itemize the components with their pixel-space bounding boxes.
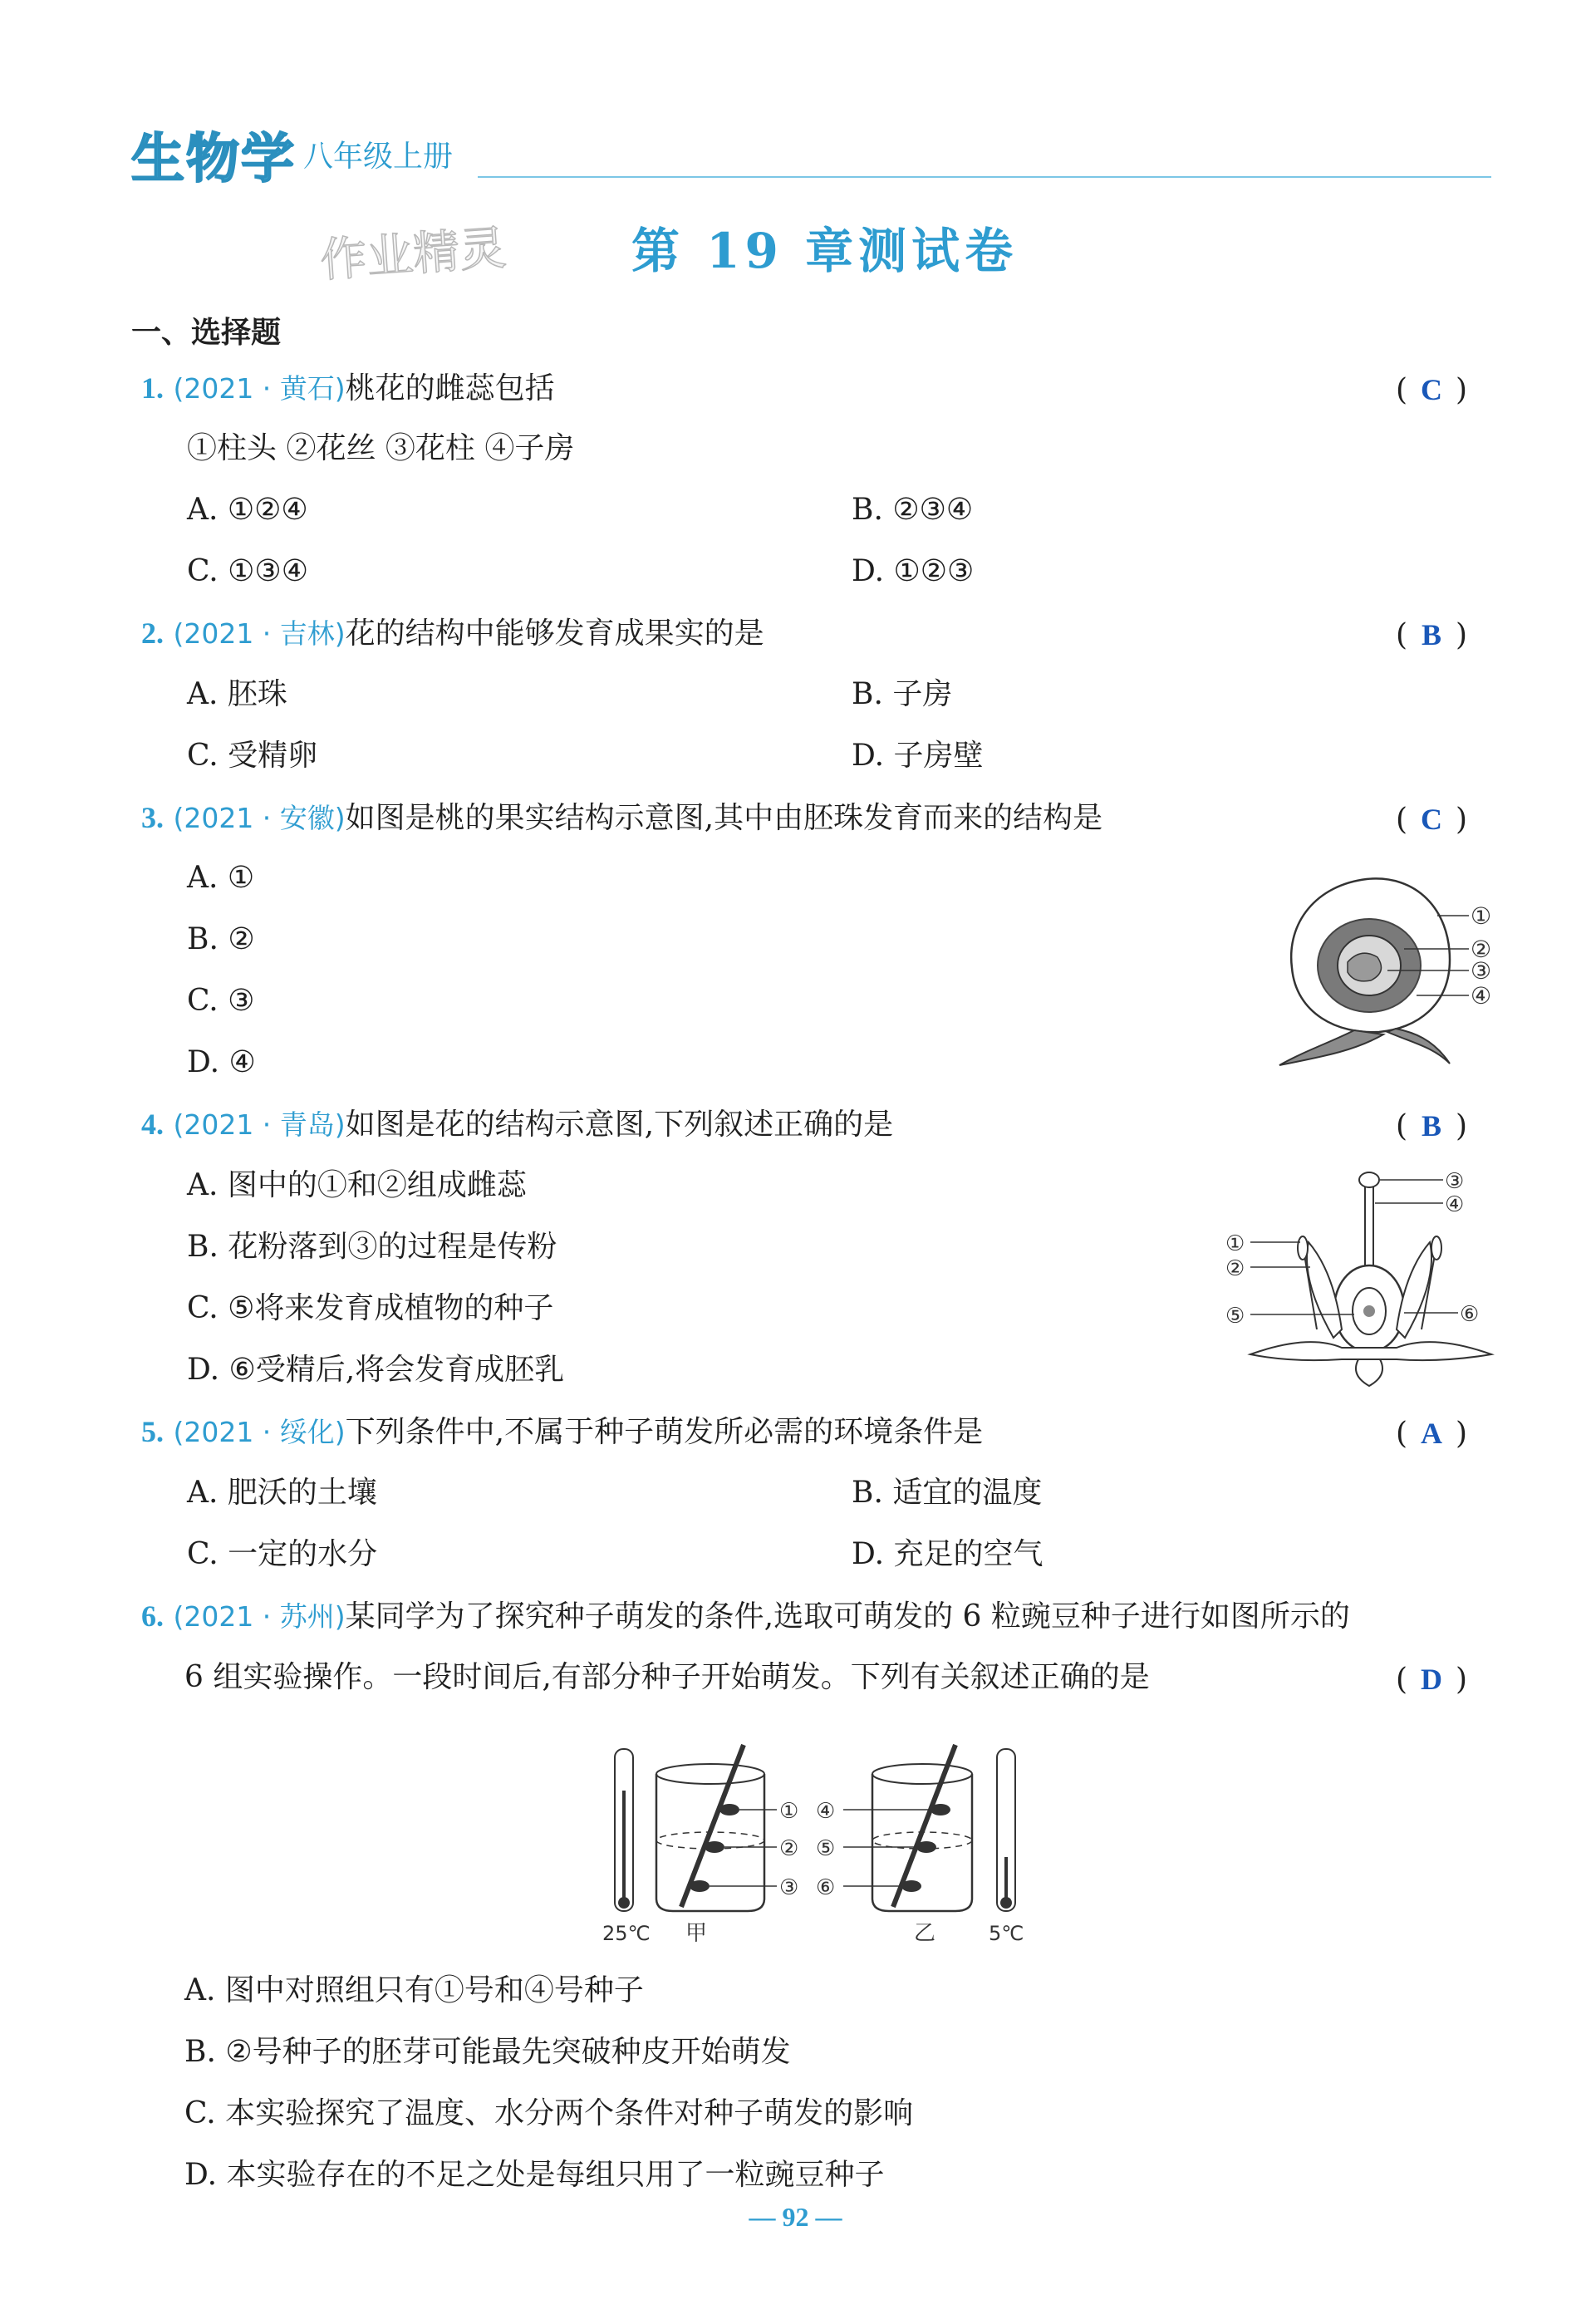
figure-label: ③ xyxy=(779,1875,799,1900)
option-c: C. 本实验探究了温度、水分两个条件对种子萌发的影响 xyxy=(184,2096,914,2130)
answer-letter: D xyxy=(1421,1663,1443,1696)
question-number: 4. xyxy=(141,1108,164,1141)
question-text: 某同学为了探究种子萌发的条件,选取可萌发的 6 粒豌豆种子进行如图所示的 xyxy=(345,1599,1350,1634)
question-text: 花的结构中能够发育成果实的是 xyxy=(345,617,764,651)
question-number: 2. xyxy=(141,617,164,650)
question-source: (2021 · 黄石) xyxy=(173,372,346,405)
option-d: D. ④ xyxy=(187,1045,256,1079)
option-a: A. 肥沃的土壤 xyxy=(187,1476,377,1510)
option-b: B. ② xyxy=(187,922,255,956)
option-b: B. 子房 xyxy=(852,677,953,711)
question-1-stem xyxy=(141,370,555,407)
stigma xyxy=(1359,1172,1379,1187)
option-c: C. 一定的水分 xyxy=(187,1537,378,1571)
question-text: 如图是花的结构示意图,下列叙述正确的是 xyxy=(345,1108,894,1142)
header-brand: 生物学 xyxy=(131,129,296,190)
option-d: D. 充足的空气 xyxy=(852,1537,1043,1571)
question-text: 下列条件中,不属于种子萌发所必需的环境条件是 xyxy=(345,1415,984,1449)
option-c: C. ①③④ xyxy=(187,554,308,588)
watermark: 作业精灵 xyxy=(318,221,508,288)
figure-label: ⑥ xyxy=(816,1875,836,1900)
bulb-right xyxy=(1000,1897,1012,1909)
question-source: (2021 · 吉林) xyxy=(173,617,346,650)
figure-label: ③ xyxy=(1471,957,1492,985)
figure-label: ② xyxy=(779,1836,799,1861)
leaf-right xyxy=(1387,1029,1450,1064)
question-source: (2021 · 苏州) xyxy=(173,1600,346,1633)
glass-rod-left xyxy=(681,1745,744,1907)
option-b: B. ②③④ xyxy=(852,493,974,527)
chapter-title: 第 19 章测试卷 xyxy=(631,223,1019,279)
question-6-answer: ( D ) xyxy=(1396,1663,1468,1697)
question-5-stem xyxy=(141,1413,983,1451)
header-subtitle: 八年级上册 xyxy=(303,140,454,174)
option-a: A. ①②④ xyxy=(187,493,308,527)
seed-1 xyxy=(719,1804,739,1815)
egg-cell xyxy=(1363,1305,1375,1317)
question-3-stem xyxy=(141,799,1102,837)
question-5-answer: ( A ) xyxy=(1396,1417,1468,1451)
glass-rod-right xyxy=(893,1745,955,1907)
option-b: B. ②号种子的胚芽可能最先突破种皮开始萌发 xyxy=(184,2035,791,2069)
peach-fruit-diagram xyxy=(1271,872,1504,1072)
beaker-left-label: 甲 xyxy=(685,1921,708,1946)
anther-left xyxy=(1298,1236,1308,1260)
section-title: 一、选择题 xyxy=(131,316,282,350)
question-text: 如图是桃的果实结构示意图,其中由胚珠发育而来的结构是 xyxy=(345,801,1103,835)
option-a: A. 胚珠 xyxy=(187,677,287,711)
leaf xyxy=(1279,1030,1383,1065)
question-number: 6. xyxy=(141,1599,164,1633)
question-number: 1. xyxy=(141,371,164,405)
flower-structure-diagram xyxy=(1217,1163,1504,1388)
question-2-answer: ( B ) xyxy=(1396,618,1468,652)
question-2-stem xyxy=(141,615,764,652)
option-d: D. ①②③ xyxy=(852,554,975,588)
question-source: (2021 · 安徽) xyxy=(173,802,346,834)
option-c: C. 受精卵 xyxy=(187,739,318,773)
option-d: D. 本实验存在的不足之处是每组只用了一粒豌豆种子 xyxy=(184,2158,885,2192)
answer-letter: C xyxy=(1421,803,1443,836)
question-4-stem xyxy=(141,1106,893,1143)
option-a: A. ① xyxy=(187,861,255,895)
option-c: C. ⑤将来发育成植物的种子 xyxy=(187,1291,554,1325)
figure-label: ② xyxy=(1225,1256,1245,1281)
bulb-left xyxy=(618,1897,630,1909)
option-d: D. ⑥受精后,将会发育成胚乳 xyxy=(187,1353,565,1387)
figure-label: ④ xyxy=(816,1799,836,1824)
seed-4 xyxy=(931,1804,950,1815)
option-a: A. 图中对照组只有①号和④号种子 xyxy=(184,1973,644,2007)
figure-label: ① xyxy=(779,1799,799,1824)
pedicel xyxy=(1356,1359,1382,1386)
temp-right-label: 5℃ xyxy=(989,1922,1024,1945)
question-source: (2021 · 绥化) xyxy=(173,1416,346,1448)
question-4-answer: ( B ) xyxy=(1396,1109,1468,1143)
question-1-answer: ( C ) xyxy=(1396,373,1468,407)
question-3-answer: ( C ) xyxy=(1396,803,1468,837)
question-source: (2021 · 青岛) xyxy=(173,1108,346,1141)
figure-label: ⑥ xyxy=(1460,1302,1480,1327)
beaker-right-label: 乙 xyxy=(914,1921,936,1946)
beaker-right-rim xyxy=(872,1764,972,1784)
beaker-left-rim xyxy=(656,1764,764,1784)
seed-2 xyxy=(705,1841,724,1853)
option-a: A. 图中的①和②组成雌蕊 xyxy=(187,1168,527,1202)
figure-label: ② xyxy=(1471,936,1492,963)
figure-label: ① xyxy=(1225,1231,1245,1256)
option-d: D. 子房壁 xyxy=(852,739,984,773)
answer-letter: C xyxy=(1421,373,1443,406)
figure-label: ④ xyxy=(1471,982,1492,1010)
header-divider xyxy=(478,176,1491,178)
question-text: 桃花的雌蕊包括 xyxy=(345,371,555,405)
seed-5 xyxy=(916,1841,936,1853)
seed-inner xyxy=(1348,953,1382,981)
page-number: — 92 — xyxy=(749,2202,842,2232)
question-number: 3. xyxy=(141,801,164,834)
option-b: B. 适宜的温度 xyxy=(852,1476,1043,1510)
seed-3 xyxy=(690,1880,710,1892)
question-number: 5. xyxy=(141,1415,164,1448)
figure-label: ⑤ xyxy=(1225,1304,1245,1329)
option-b: B. 花粉落到③的过程是传粉 xyxy=(187,1230,557,1264)
figure-label: ③ xyxy=(1445,1169,1465,1194)
question-6-stem xyxy=(141,1598,1350,1635)
figure-label: ④ xyxy=(1445,1192,1465,1217)
answer-letter: B xyxy=(1422,1109,1442,1142)
anther-right xyxy=(1431,1236,1441,1260)
figure-label: ① xyxy=(1471,902,1492,930)
temp-left-label: 25℃ xyxy=(602,1922,651,1945)
question-6-stem-line2: 6 组实验操作。一段时间后,有部分种子开始萌发。下列有关叙述正确的是 xyxy=(184,1660,1150,1694)
question-1-stem-line2: ①柱头 ②花丝 ③花柱 ④子房 xyxy=(187,431,575,465)
answer-letter: B xyxy=(1422,618,1442,651)
option-c: C. ③ xyxy=(187,984,255,1018)
seed-germination-experiment-diagram xyxy=(598,1741,1039,1948)
figure-label: ⑤ xyxy=(816,1836,836,1861)
seed-6 xyxy=(901,1880,921,1892)
answer-letter: A xyxy=(1421,1417,1443,1450)
